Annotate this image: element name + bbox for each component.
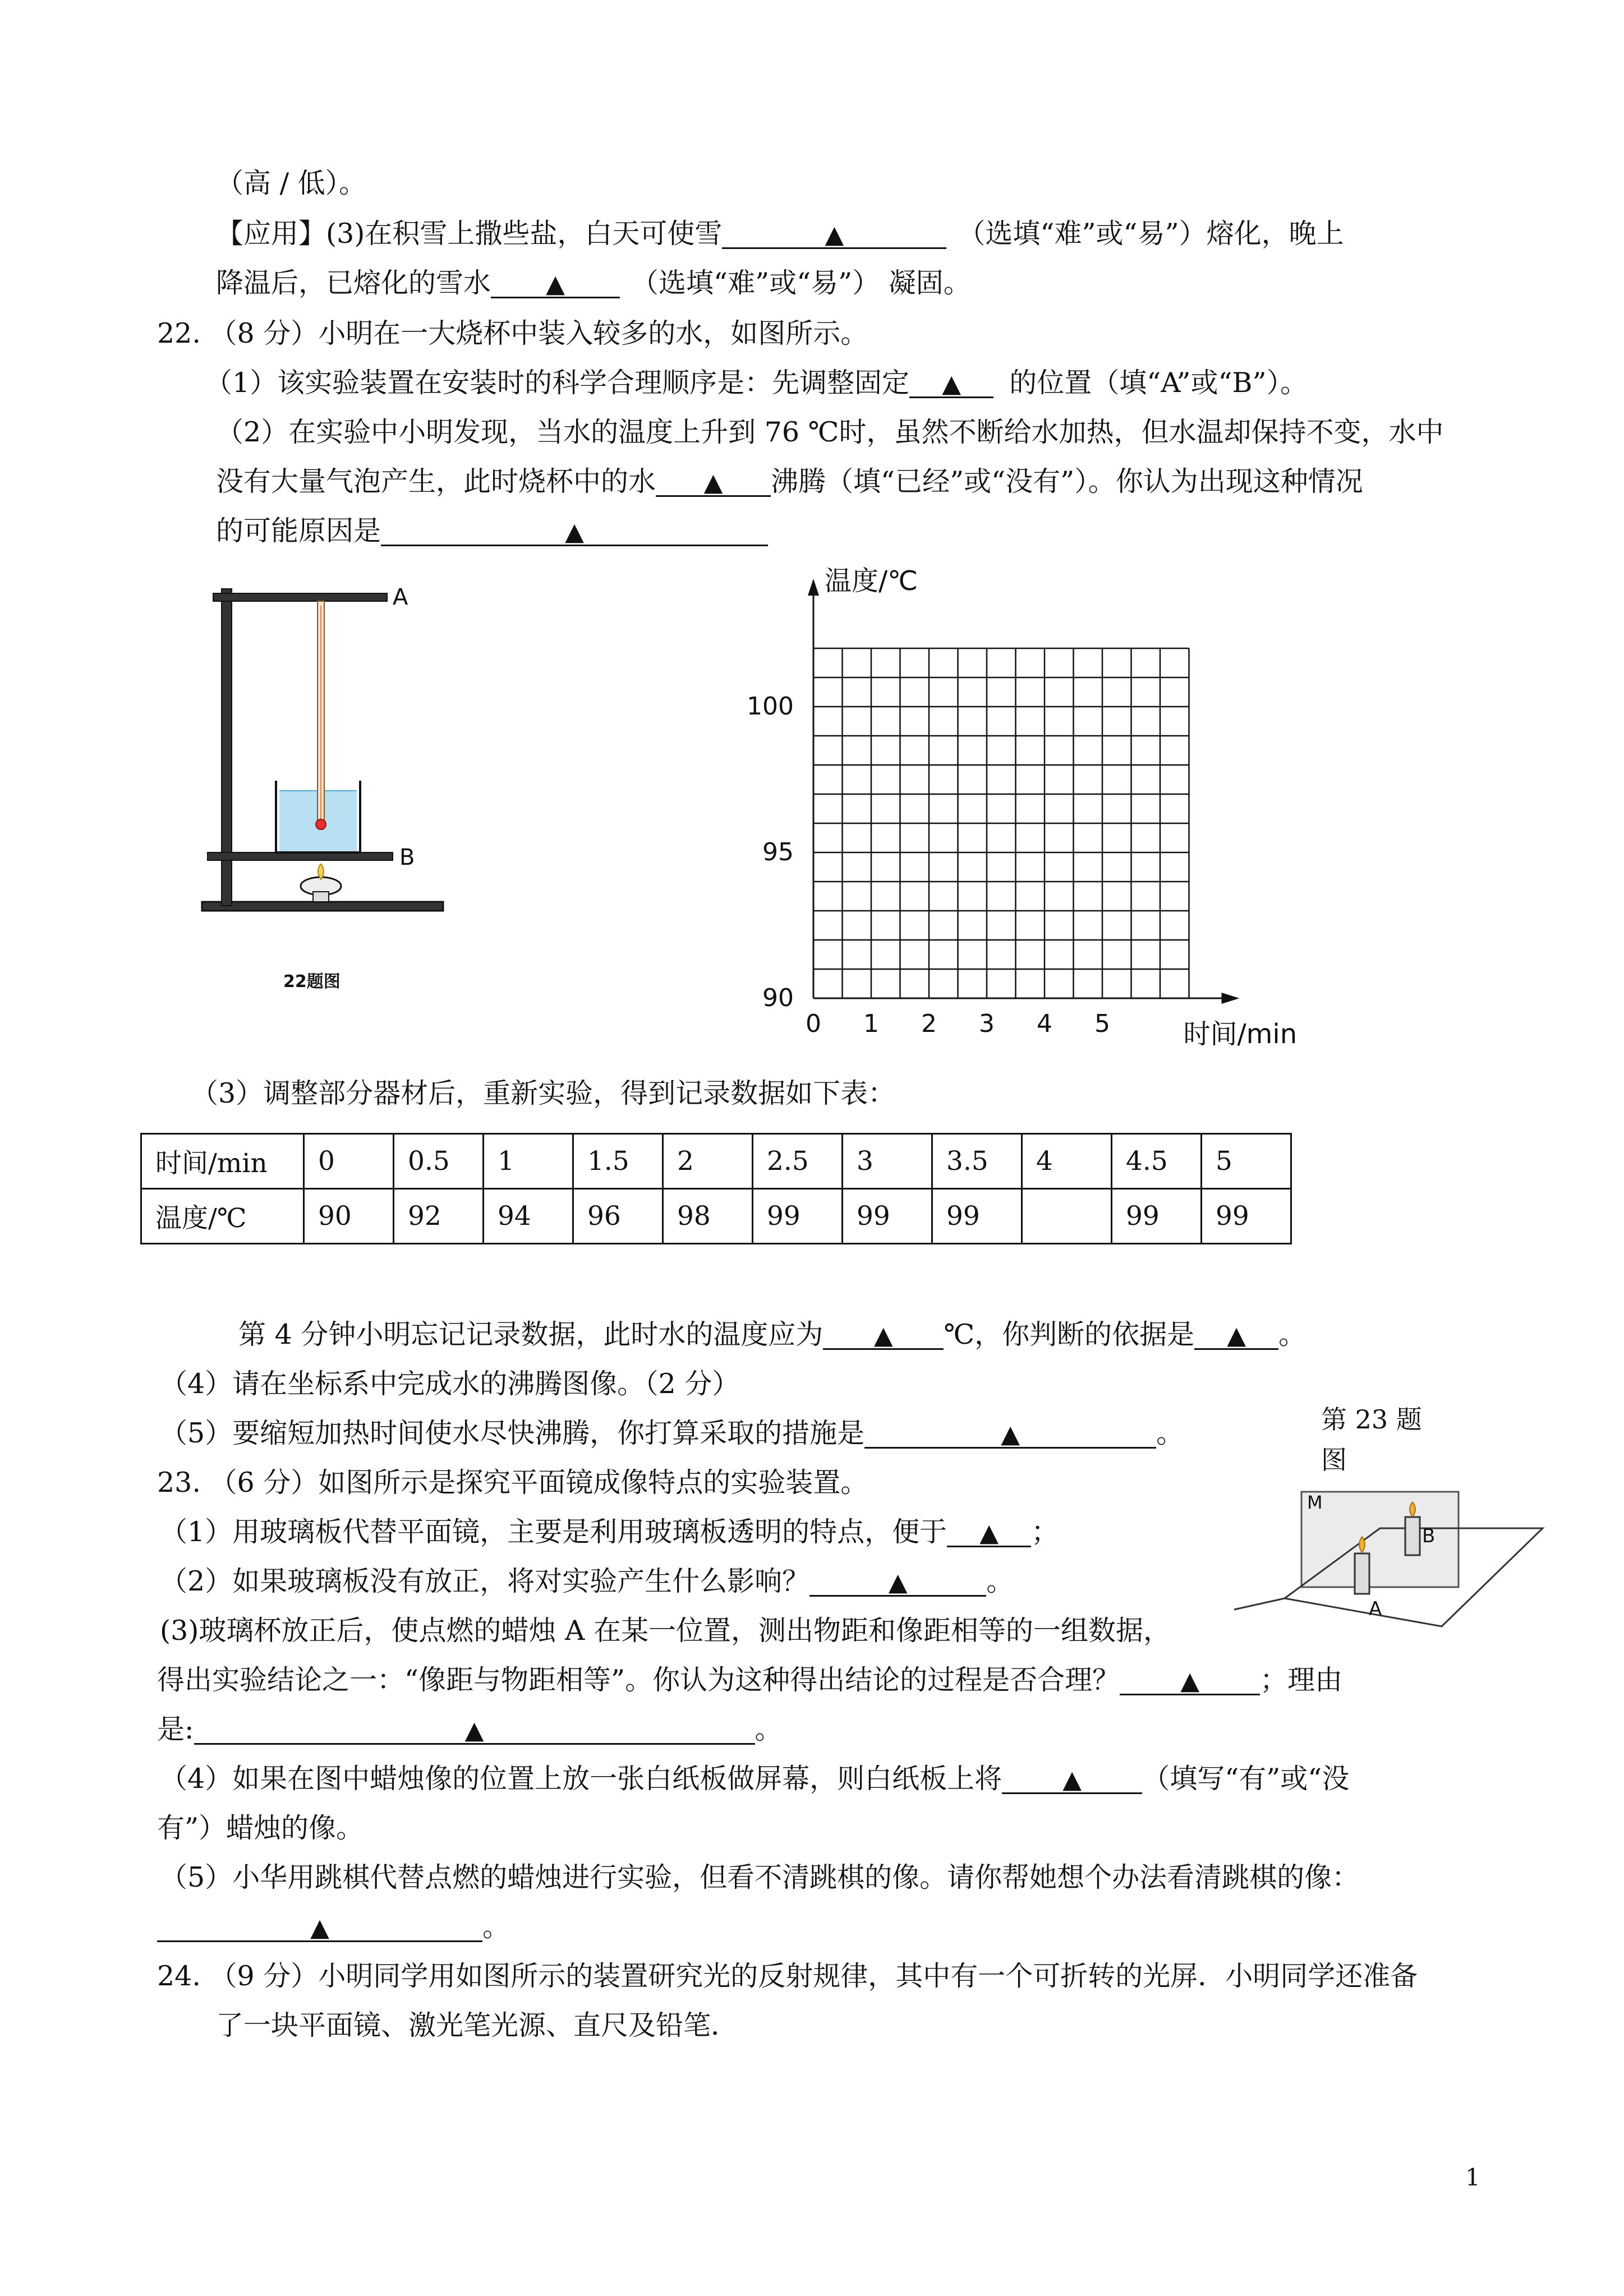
question-title: 24. （9 分）小明同学用如图所示的装置研究光的反射规律，其中有一个可折转的光屏．小明同学还准备 <box>157 1960 1418 1992</box>
text-segment: （填写“有”或“没 <box>1142 1763 1350 1795</box>
text-line <box>238 1318 1306 1350</box>
table-cell: 94 <box>484 1189 573 1244</box>
text-line: （4）请在坐标系中完成水的沸腾图像。（2 分） <box>160 1368 740 1400</box>
text-line <box>216 465 1363 497</box>
page-number: 1 <box>1465 2164 1480 2191</box>
text-segment: 【应用】(3)在积雪上撒些盐，白天可使雪 <box>216 218 723 250</box>
answer-blank[interactable]: ▲ <box>194 1716 755 1745</box>
plane-mirror-figure <box>1229 1481 1554 1649</box>
answer-blank[interactable]: ▲ <box>909 369 993 398</box>
table-cell: 96 <box>573 1189 663 1244</box>
text-line: （2）在实验中小明发现，当水的温度上升到 76 ℃时，虽然不断给水加热，但水温却保持不变，水中 <box>216 416 1444 448</box>
text-segment: （1）用玻璃板代替平面镜，主要是利用玻璃板透明的特点，便于 <box>160 1516 947 1548</box>
text-line <box>160 1518 1059 1547</box>
text-segment: 。 <box>986 1565 1014 1597</box>
text-line: (3)玻璃杯放正后，使点燃的蜡烛 A 在某一位置，测出物距和像距相等的一组数据， <box>160 1615 1171 1647</box>
answer-blank[interactable]: ▲ <box>1194 1321 1278 1350</box>
text-segment: ℃，你判断的依据是 <box>944 1318 1195 1350</box>
table-cell: 3.5 <box>932 1134 1022 1189</box>
text-segment: 。 <box>755 1713 783 1745</box>
question-title: 23. （6 分）如图所示是探究平面镜成像特点的实验装置。 <box>157 1467 868 1499</box>
x-tick-label: 2 <box>921 1009 937 1038</box>
answer-blank[interactable]: ▲ <box>864 1419 1156 1449</box>
x-tick-label: 4 <box>1037 1009 1052 1038</box>
text-line <box>160 1567 1014 1597</box>
y-axis-label: 温度/℃ <box>825 565 918 597</box>
text-segment: 沸腾（填“已经”或“没有”）。你认为出现这种情况 <box>771 465 1363 497</box>
stand-base <box>202 902 443 911</box>
answer-blank[interactable]: ▲ <box>947 1518 1031 1547</box>
table-header-cell: 温度/℃ <box>141 1189 304 1244</box>
answer-blank[interactable]: ▲ <box>809 1567 986 1597</box>
text-line: （3）调整部分器材后，重新实验，得到记录数据如下表： <box>191 1077 896 1109</box>
table-cell: 98 <box>663 1189 753 1244</box>
text-segment: 。 <box>1156 1417 1184 1449</box>
clamp-a <box>213 593 387 601</box>
answer-blank[interactable]: ▲ <box>381 517 768 546</box>
text-segment: 的可能原因是 <box>216 515 381 547</box>
text-line: （5）小华用跳棋代替点燃的蜡烛进行实验，但看不清跳棋的像。请你帮她想个办法看清跳棋的像： <box>160 1861 1360 1893</box>
text-line <box>216 220 1344 249</box>
answer-blank[interactable]: ▲ <box>722 220 946 249</box>
text-segment: 得出实验结论之一：“像距与物距相等”。你认为这种得出结论的过程是否合理？ <box>157 1664 1120 1696</box>
table-cell: 1.5 <box>573 1134 663 1189</box>
table-row <box>141 1189 1291 1244</box>
x-tick-label: 3 <box>979 1009 995 1038</box>
text-line: （高 / 低）。 <box>216 167 367 199</box>
text-segment: 没有大量气泡产生，此时烧杯中的水 <box>216 465 656 497</box>
figure-caption: 第 23 题 <box>1321 1404 1422 1435</box>
y-tick-label: 90 <box>762 984 794 1012</box>
table-cell[interactable] <box>1022 1189 1112 1244</box>
text-line: 有”）蜡烛的像。 <box>157 1812 364 1844</box>
data-table <box>140 1133 1292 1244</box>
text-line <box>157 1666 1342 1695</box>
table-cell: 3 <box>843 1134 932 1189</box>
table-cell: 90 <box>304 1189 394 1244</box>
x-tick-label: 5 <box>1094 1009 1110 1038</box>
text-line <box>216 269 971 298</box>
table-cell: 99 <box>1112 1189 1202 1244</box>
y-axis-arrow <box>808 579 819 596</box>
text-line <box>216 517 768 546</box>
table-cell: 2 <box>663 1134 753 1189</box>
table-cell: 99 <box>843 1189 932 1244</box>
table-cell: 5 <box>1202 1134 1291 1189</box>
table-cell: 4 <box>1022 1134 1112 1189</box>
label-a: A <box>1369 1598 1382 1620</box>
boiling-apparatus-figure <box>196 572 454 998</box>
table-cell: 99 <box>932 1189 1022 1244</box>
answer-blank[interactable]: ▲ <box>157 1913 482 1942</box>
text-segment: ；理由 <box>1260 1664 1343 1696</box>
text-line <box>157 1913 510 1942</box>
text-segment: （1）该实验装置在安装时的科学合理顺序是：先调整固定 <box>205 367 910 399</box>
y-tick-label: 95 <box>762 838 794 866</box>
answer-blank[interactable]: ▲ <box>1120 1666 1260 1695</box>
text-segment: 的位置（填“A”或“B”）。 <box>1009 367 1308 399</box>
answer-blank[interactable]: ▲ <box>491 269 620 298</box>
text-line <box>157 1713 783 1745</box>
text-line <box>160 1419 1184 1449</box>
boiling-graph[interactable] <box>729 561 1301 1054</box>
table-header-cell: 时间/min <box>141 1134 304 1189</box>
y-tick-label: 100 <box>747 692 794 721</box>
label-b: B <box>1422 1525 1436 1547</box>
answer-blank[interactable]: ▲ <box>656 468 771 497</box>
candle-b <box>1405 1517 1420 1555</box>
candle-a <box>1355 1553 1369 1594</box>
answer-blank[interactable]: ▲ <box>823 1321 944 1350</box>
label-b: B <box>399 845 415 870</box>
figure-caption: 图 <box>1321 1445 1347 1475</box>
table-cell: 92 <box>394 1189 484 1244</box>
text-segment: 。 <box>482 1911 510 1943</box>
text-segment: （5）要缩短加热时间使水尽快沸腾，你打算采取的措施是 <box>160 1417 865 1449</box>
text-segment: ； <box>1031 1516 1059 1548</box>
x-axis-arrow <box>1222 993 1240 1004</box>
table-cell: 99 <box>753 1189 843 1244</box>
figure-caption: 22题图 <box>283 972 341 992</box>
text-line <box>205 369 1308 398</box>
table-cell: 4.5 <box>1112 1134 1202 1189</box>
text-segment: 。 <box>1278 1318 1306 1350</box>
question-title: 22. （8 分）小明在一大烧杯中装入较多的水，如图所示。 <box>157 317 868 349</box>
text-segment: （选填“难”或“易”）熔化，晚上 <box>958 218 1344 250</box>
ring-b <box>208 852 393 860</box>
text-segment: （选填“难”或“易”） 凝固。 <box>631 267 971 299</box>
label-a: A <box>393 584 408 610</box>
text-line <box>160 1765 1349 1794</box>
x-tick-label: 0 <box>806 1009 821 1038</box>
table-cell: 0.5 <box>394 1134 484 1189</box>
text-segment: （4）如果在图中蜡烛像的位置上放一张白纸板做屏幕，则白纸板上将 <box>160 1763 1002 1795</box>
answer-blank[interactable]: ▲ <box>1002 1765 1142 1794</box>
text-segment: （2）如果玻璃板没有放正，将对实验产生什么影响？ <box>160 1565 810 1597</box>
text-segment: 是: <box>157 1713 194 1745</box>
x-axis-label: 时间/min <box>1183 1018 1298 1050</box>
table-cell: 2.5 <box>753 1134 843 1189</box>
table-row <box>141 1134 1291 1189</box>
label-m: M <box>1307 1492 1323 1513</box>
x-tick-label: 1 <box>863 1009 879 1038</box>
table-cell: 99 <box>1202 1189 1291 1244</box>
text-segment: 降温后，已熔化的雪水 <box>216 267 491 299</box>
text-line: 了一块平面镜、激光笔光源、直尺及铅笔． <box>216 2009 739 2041</box>
table-cell: 0 <box>304 1134 394 1189</box>
table-cell: 1 <box>484 1134 573 1189</box>
text-segment: 第 4 分钟小明忘记记录数据，此时水的温度应为 <box>238 1318 823 1350</box>
